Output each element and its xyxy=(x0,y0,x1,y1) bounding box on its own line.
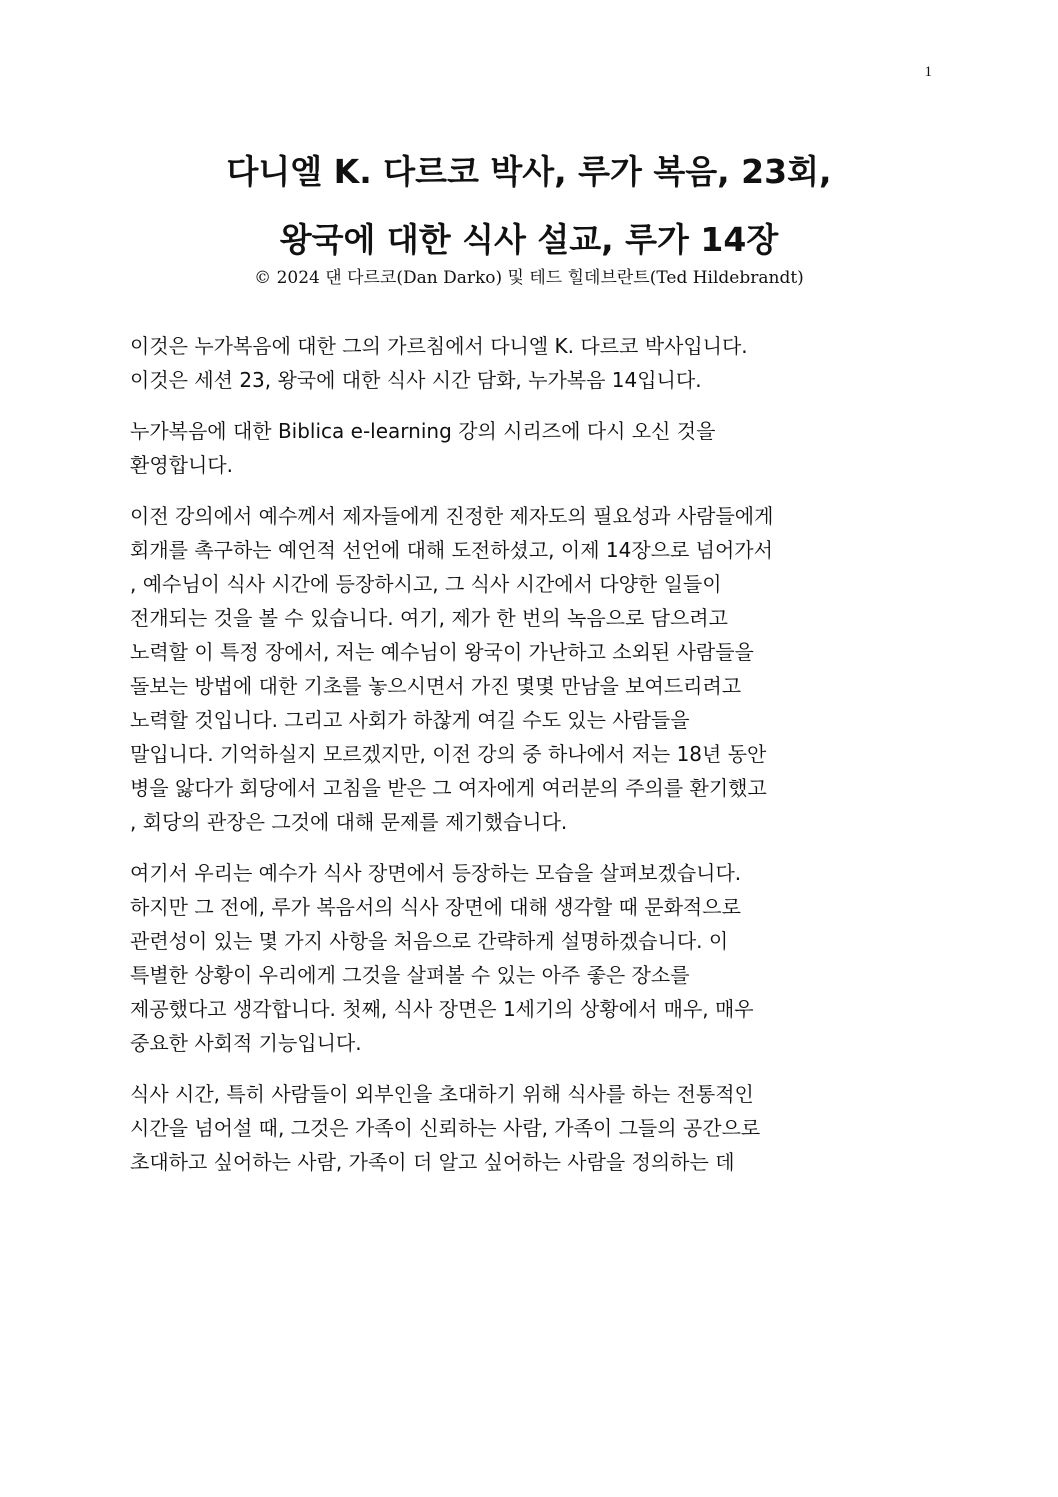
document-title xyxy=(0,138,1058,274)
paragraph-line: 이것은 세션 23, 왕국에 대한 식사 시간 담화, 누가복음 14입니다. xyxy=(130,368,702,392)
paragraph-line: 병을 앓다가 회당에서 고침을 받은 그 여자에게 여러분의 주의를 환기했고 xyxy=(130,776,767,800)
title-line-2: 왕국에 대한 식사 설교, 루가 14장 xyxy=(279,220,779,259)
document-body xyxy=(130,329,940,1196)
paragraph-line: 하지만 그 전에, 루가 복음서의 식사 장면에 대해 생각할 때 문화적으로 xyxy=(130,895,741,919)
paragraph-line: 특별한 상황이 우리에게 그것을 살펴볼 수 있는 아주 좋은 장소를 xyxy=(130,963,690,987)
paragraph-line: 시간을 넘어설 때, 그것은 가족이 신뢰하는 사람, 가족이 그들의 공간으로 xyxy=(130,1116,761,1140)
paragraph xyxy=(130,329,940,397)
paragraph xyxy=(130,414,940,482)
paragraph-line: 노력할 것입니다. 그리고 사회가 하찮게 여길 수도 있는 사람들을 xyxy=(130,708,690,732)
paragraph-line: 회개를 촉구하는 예언적 선언에 대해 도전하셨고, 이제 14장으로 넘어가서 xyxy=(130,538,773,562)
paragraph-line: , 예수님이 식사 시간에 등장하시고, 그 식사 시간에서 다양한 일들이 xyxy=(130,572,722,596)
paragraph-line: 노력할 이 특정 장에서, 저는 예수님이 왕국이 가난하고 소외된 사람들을 xyxy=(130,640,754,664)
paragraph xyxy=(130,499,940,839)
paragraph-line: 식사 시간, 특히 사람들이 외부인을 초대하기 위해 식사를 하는 전통적인 xyxy=(130,1082,754,1106)
paragraph-line: , 회당의 관장은 그것에 대해 문제를 제기했습니다. xyxy=(130,810,568,834)
paragraph-line: 초대하고 싶어하는 사람, 가족이 더 알고 싶어하는 사람을 정의하는 데 xyxy=(130,1150,735,1174)
paragraph-line: 이전 강의에서 예수께서 제자들에게 진정한 제자도의 필요성과 사람들에게 xyxy=(130,504,774,528)
title-line-1: 다니엘 K. 다르코 박사, 루가 복음, 23회, xyxy=(226,152,832,191)
paragraph-line: 말입니다. 기억하실지 모르겠지만, 이전 강의 중 하나에서 저는 18년 동안 xyxy=(130,742,767,766)
paragraph xyxy=(130,1077,940,1179)
paragraph xyxy=(130,856,940,1060)
paragraph-line: 환영합니다. xyxy=(130,453,233,477)
paragraph-line: 전개되는 것을 볼 수 있습니다. 여기, 제가 한 번의 녹음으로 담으려고 xyxy=(130,606,728,630)
paragraph-line: 이것은 누가복음에 대한 그의 가르침에서 다니엘 K. 다르코 박사입니다. xyxy=(130,334,748,358)
paragraph-line: 관련성이 있는 몇 가지 사항을 처음으로 간략하게 설명하겠습니다. 이 xyxy=(130,929,729,953)
paragraph-line: 제공했다고 생각합니다. 첫째, 식사 장면은 1세기의 상황에서 매우, 매우 xyxy=(130,997,754,1021)
copyright-subtitle: © 2024 댄 다르코(Dan Darko) 및 테드 힐데브란트(Ted Hildebrandt) xyxy=(254,268,804,288)
paragraph-line: 누가복음에 대한 Biblica e-learning 강의 시리즈에 다시 오신 것을 xyxy=(130,419,716,443)
paragraph-line: 돌보는 방법에 대한 기초를 놓으시면서 가진 몇몇 만남을 보여드리려고 xyxy=(130,674,742,698)
page-number: 1 xyxy=(924,64,932,80)
paragraph-line: 중요한 사회적 기능입니다. xyxy=(130,1031,362,1055)
paragraph-line: 여기서 우리는 예수가 식사 장면에서 등장하는 모습을 살펴보겠습니다. xyxy=(130,861,742,885)
